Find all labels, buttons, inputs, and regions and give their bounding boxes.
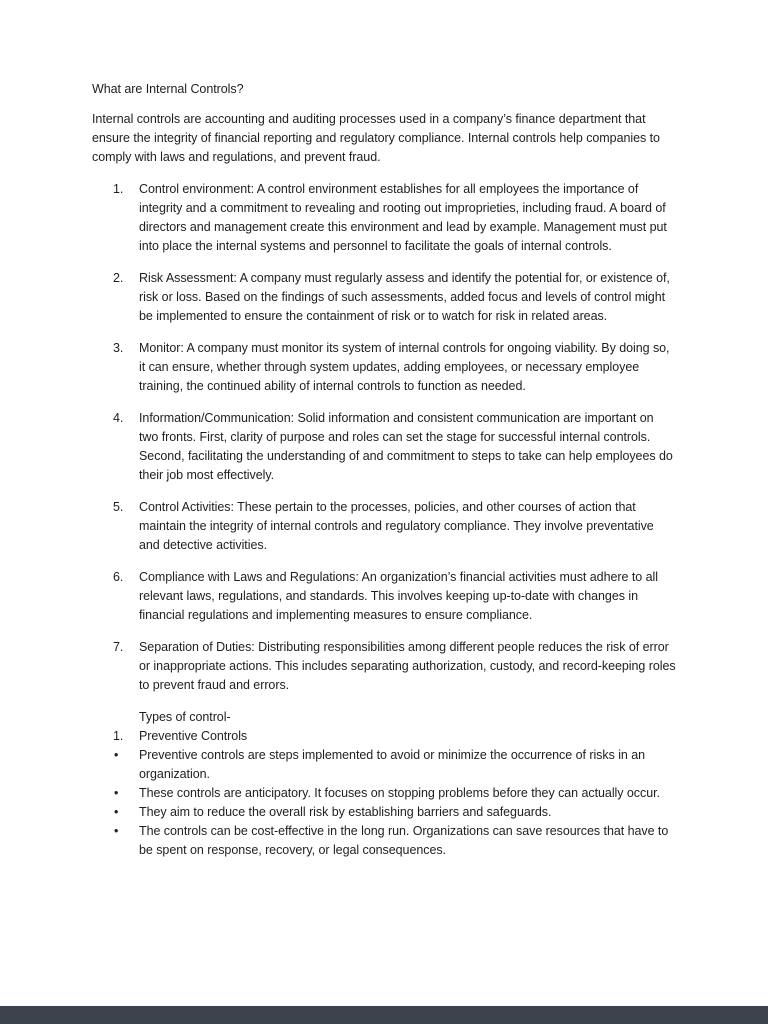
list-item-text: Preventive Controls [139, 729, 248, 743]
list-item-text: Control Activities: These pertain to the processes, policies, and other courses of action that maintain the integrity of internal controls and regulatory compliance. They involve preventative and detective activities. [139, 500, 654, 552]
viewer-bottom-bar [0, 1006, 768, 1024]
list-item-text: Separation of Duties: Distributing responsibilities among different people reduces the risk of error or inappropriate actions. This includes separating authorization, custody, and record-keeping roles to prevent fraud and errors. [139, 640, 676, 692]
list-item-text: Monitor: A company must monitor its system of internal controls for ongoing viability. By doing so, it can ensure, whether through system updates, adding employees, or necessary employee training, the continued ability of internal controls to function as needed. [139, 341, 670, 393]
bullet-text: They aim to reduce the overall risk by establishing barriers and safeguards. [139, 805, 552, 819]
list-item-number: 7. [113, 640, 124, 654]
list-item-text: Compliance with Laws and Regulations: An organization’s financial activities must adhere to all relevant laws, regulations, and standards. This involves keeping up-to-date with changes in financial regulations and implementing measures to ensure compliance. [139, 570, 658, 622]
bullet-item [92, 822, 676, 860]
preventive-controls-bullet-list [92, 746, 676, 860]
bullet-item [92, 803, 676, 822]
bullet-item [92, 784, 676, 803]
internal-controls-list [92, 180, 676, 695]
list-item-number: 2. [113, 271, 124, 285]
bullet-item [92, 746, 676, 784]
intro-paragraph: Internal controls are accounting and auditing processes used in a company’s finance department that ensure the integrity of financial reporting and regulatory compliance. Internal controls help companies to comply with laws and regulations, and prevent fraud. [92, 112, 660, 164]
bullet-marker: • [114, 824, 119, 838]
list-item-text: Information/Communication: Solid information and consistent communication are important on two fronts. First, clarity of purpose and roles can set the stage for successful internal controls. Second, facilitating the understanding of and commitment to steps to take can help employees do their job most effectively. [139, 411, 673, 482]
list-item [92, 638, 676, 695]
list-item-number: 6. [113, 570, 124, 584]
list-item-number: 1. [113, 182, 124, 196]
preventive-controls-item [92, 727, 676, 746]
list-item-text: Risk Assessment: A company must regularly assess and identify the potential for, or existence of, risk or loss. Based on the findings of such assessments, added focus and levels of control might be implemented to ensure the containment of risk or to watch for risk in related areas. [139, 271, 670, 323]
bullet-marker: • [114, 786, 119, 800]
bullet-marker: • [114, 805, 119, 819]
list-item [92, 339, 676, 396]
bullet-text: The controls can be cost-effective in the long run. Organizations can save resources that have to be spent on response, recovery, or legal consequences. [139, 824, 669, 857]
bullet-text: Preventive controls are steps implemented to avoid or minimize the occurrence of risks in an organization. [139, 748, 646, 781]
list-item-number: 4. [113, 411, 124, 425]
list-item-number: 1. [113, 729, 124, 743]
list-item [92, 498, 676, 555]
page-title: What are Internal Controls? [92, 82, 244, 96]
list-item-text: Control environment: A control environment establishes for all employees the importance of integrity and a commitment to revealing and rooting out improprieties, including fraud. A board of directors and management create this environment and lead by example. Management must put into place the internal systems and personnel to facilitate the goals of internal controls. [139, 182, 667, 253]
list-item-number: 3. [113, 341, 124, 355]
bullet-text: These controls are anticipatory. It focuses on stopping problems before they can actually occur. [139, 786, 660, 800]
list-item [92, 180, 676, 256]
types-of-control-heading: Types of control- [139, 710, 231, 724]
list-item [92, 568, 676, 625]
list-item [92, 409, 676, 485]
list-item-number: 5. [113, 500, 124, 514]
list-item [92, 269, 676, 326]
bullet-marker: • [114, 748, 119, 762]
